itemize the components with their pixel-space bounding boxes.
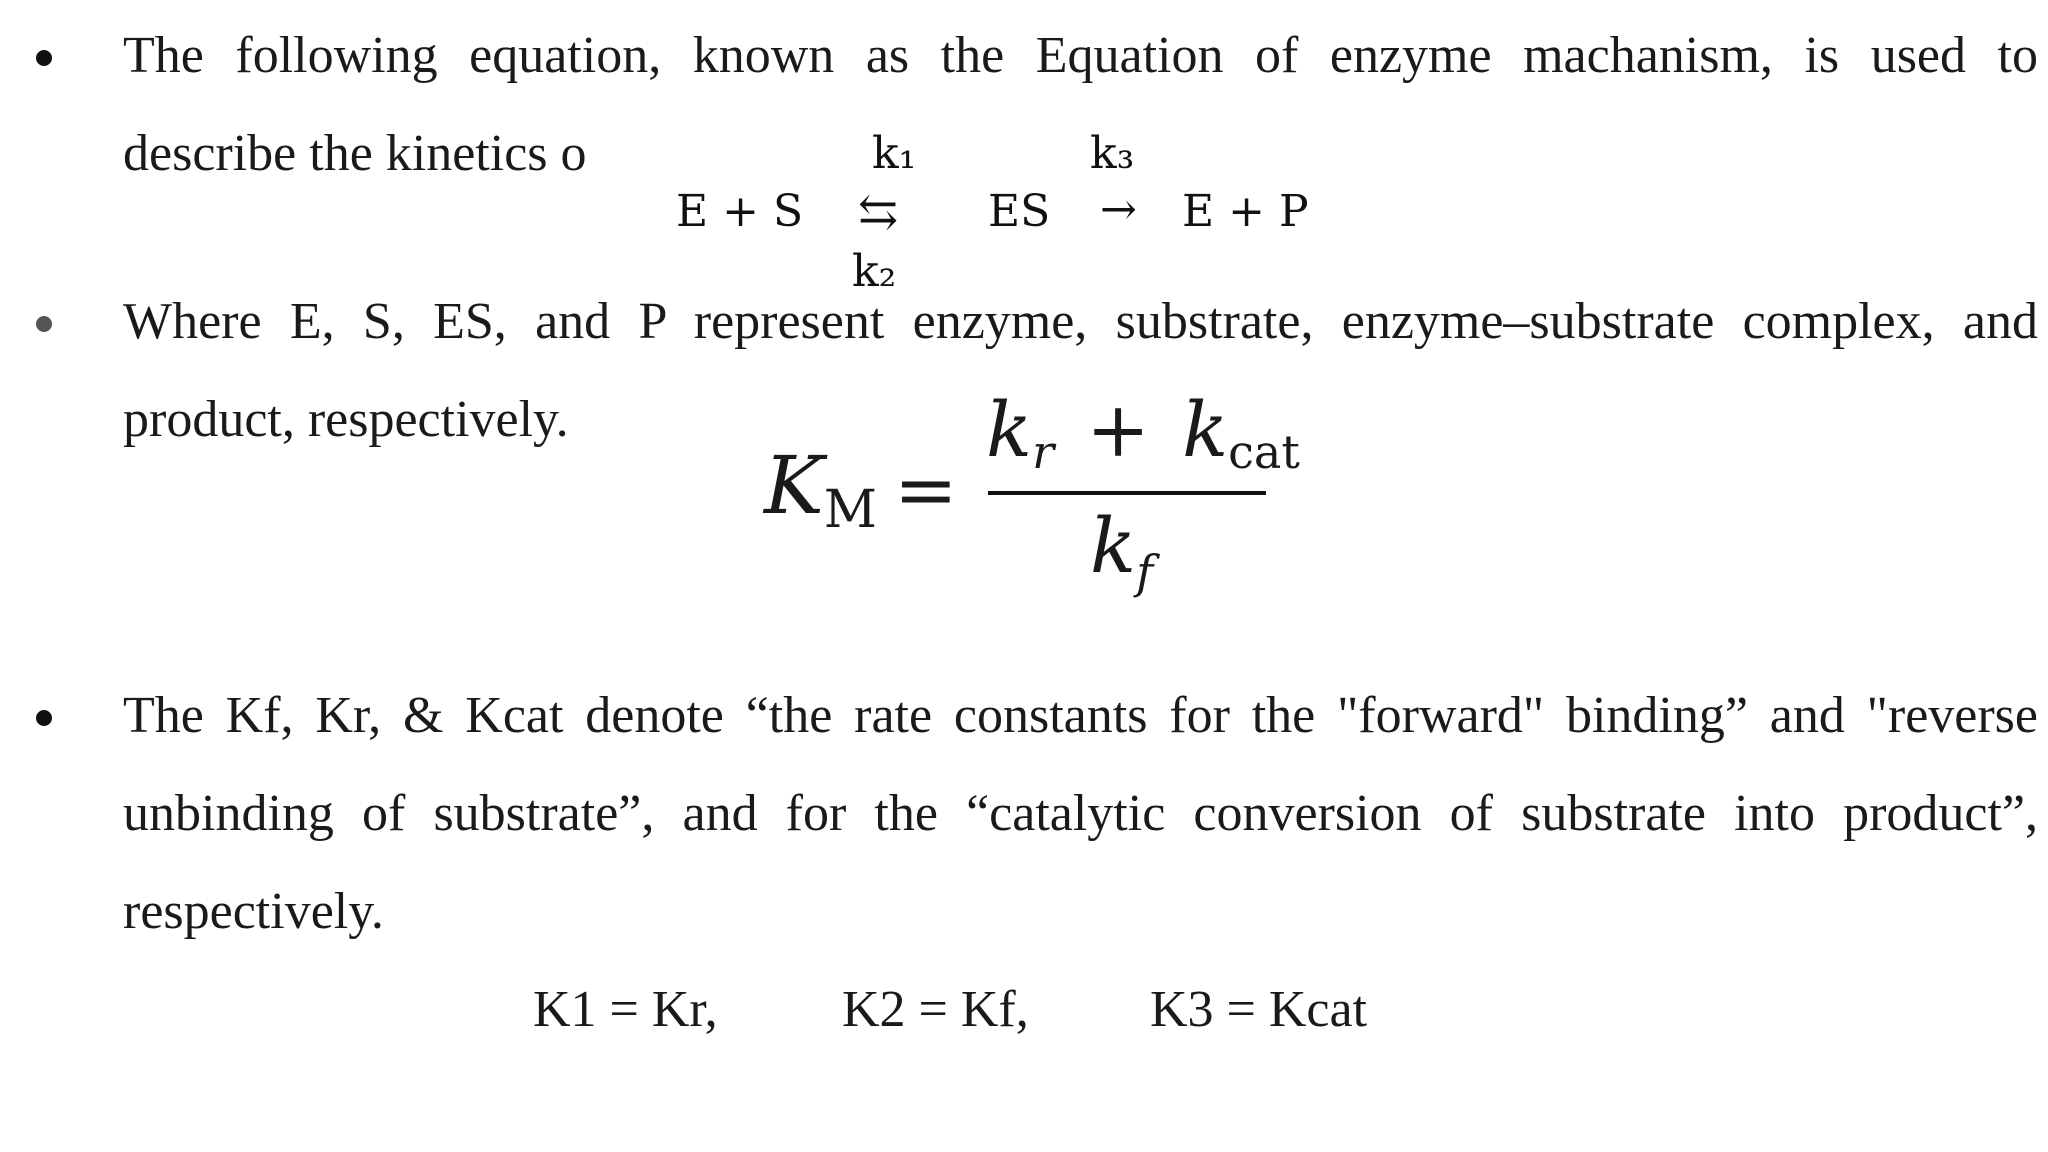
assignment-k1: K1 = Kr, (533, 981, 718, 1038)
bullet-marker-3 (36, 710, 52, 726)
bullet-2-line-1: Where E, S, ES, and P represent enzyme, substrate, enzyme–substrate complex, and (123, 293, 2038, 350)
reversible-arrow-icon: ⇆ (858, 184, 899, 240)
km-subscript: M (823, 480, 878, 540)
km-fraction-bar (988, 491, 1266, 495)
denominator-f-subscript: f (1136, 545, 1154, 599)
forward-arrow-icon: → (1100, 184, 1137, 235)
bullet-1-line-1: The following equation, known as the Equation of enzyme machanism, is used to (123, 27, 2038, 84)
km-formula-lhs (764, 439, 878, 540)
numerator-plus: + (1086, 385, 1150, 474)
numerator-cat-subscript: cat (1228, 425, 1300, 479)
bullet-3-line-2: unbinding of substrate”, and for the “catalytic conversion of substrate into product”, (123, 785, 2038, 842)
km-equals-sign: = (894, 445, 958, 534)
assignment-k2: K2 = Kf, (842, 981, 1029, 1038)
bullet-marker-2 (36, 316, 52, 332)
numerator-r-subscript: r (1032, 425, 1055, 479)
rate-constant-k1: k₁ (872, 128, 917, 179)
reaction-reactants: E + S (676, 186, 804, 237)
km-numerator (986, 385, 1300, 479)
bullet-3-line-3: respectively. (123, 883, 384, 940)
bullet-2-line-2: product, respectively. (123, 391, 569, 448)
km-symbol: K (764, 439, 824, 532)
bullet-3-line-1: The Kf, Kr, & Kcat denote “the rate constants for the "forward" binding” and "reverse (123, 687, 2038, 744)
bullet-1-line-2: describe the kinetics o (123, 125, 587, 182)
assignment-k3: K3 = Kcat (1150, 981, 1368, 1038)
numerator-k-cat: k (1182, 385, 1229, 474)
reaction-products: E + P (1182, 186, 1309, 237)
rate-constant-k3: k₃ (1090, 128, 1135, 179)
numerator-k-r: k (986, 385, 1033, 474)
km-denominator (1090, 501, 1154, 599)
reaction-complex: ES (988, 186, 1051, 237)
rate-constant-k2: k₂ (852, 246, 897, 297)
bullet-marker-1 (36, 50, 52, 66)
denominator-k: k (1090, 501, 1137, 590)
